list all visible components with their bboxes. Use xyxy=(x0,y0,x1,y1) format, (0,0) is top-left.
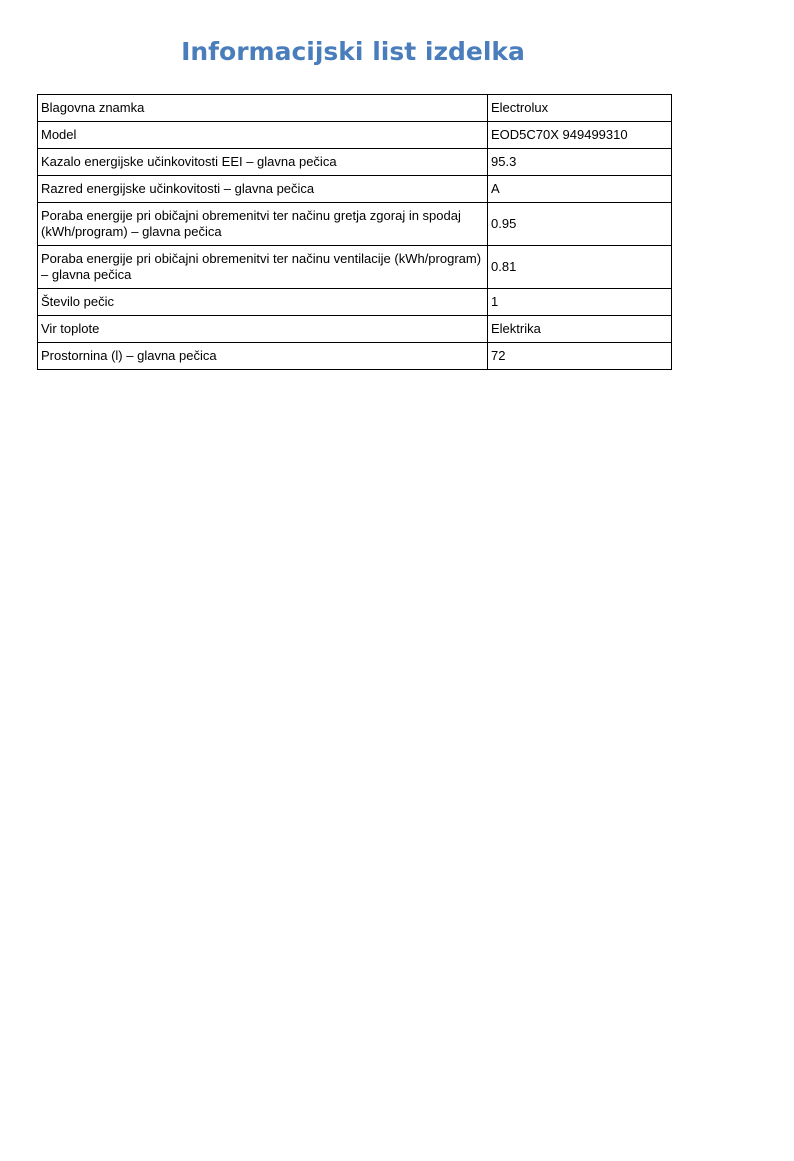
attribute-label: Število pečic xyxy=(38,288,488,315)
table-row xyxy=(38,342,672,369)
table-row xyxy=(38,175,672,202)
attribute-label: Poraba energije pri običajni obremenitvi ter načinu gretja zgoraj in spodaj (kWh/program) – glavna pečica xyxy=(38,202,488,245)
attribute-value: A xyxy=(488,175,672,202)
attribute-value: 0.81 xyxy=(488,245,672,288)
attribute-label: Razred energijske učinkovitosti – glavna pečica xyxy=(38,175,488,202)
attribute-label: Kazalo energijske učinkovitosti EEI – glavna pečica xyxy=(38,148,488,175)
attribute-value: Electrolux xyxy=(488,94,672,121)
table-row xyxy=(38,121,672,148)
table-row xyxy=(38,94,672,121)
table-row xyxy=(38,202,672,245)
attribute-label: Poraba energije pri običajni obremenitvi ter načinu ventilacije (kWh/program) – glavna pečica xyxy=(38,245,488,288)
page-title: Informacijski list izdelka xyxy=(181,37,525,66)
table-row xyxy=(38,245,672,288)
attribute-label: Vir toplote xyxy=(38,315,488,342)
attribute-value: 0.95 xyxy=(488,202,672,245)
attribute-label: Model xyxy=(38,121,488,148)
document-page xyxy=(37,38,669,370)
attribute-label: Blagovna znamka xyxy=(38,94,488,121)
attribute-label: Prostornina (l) – glavna pečica xyxy=(38,342,488,369)
attribute-value: EOD5C70X 949499310 xyxy=(488,121,672,148)
table-row xyxy=(38,148,672,175)
attribute-value: 95.3 xyxy=(488,148,672,175)
attribute-value: 72 xyxy=(488,342,672,369)
attribute-value: Elektrika xyxy=(488,315,672,342)
product-info-table xyxy=(37,94,672,370)
table-row xyxy=(38,315,672,342)
attribute-value: 1 xyxy=(488,288,672,315)
table-row xyxy=(38,288,672,315)
